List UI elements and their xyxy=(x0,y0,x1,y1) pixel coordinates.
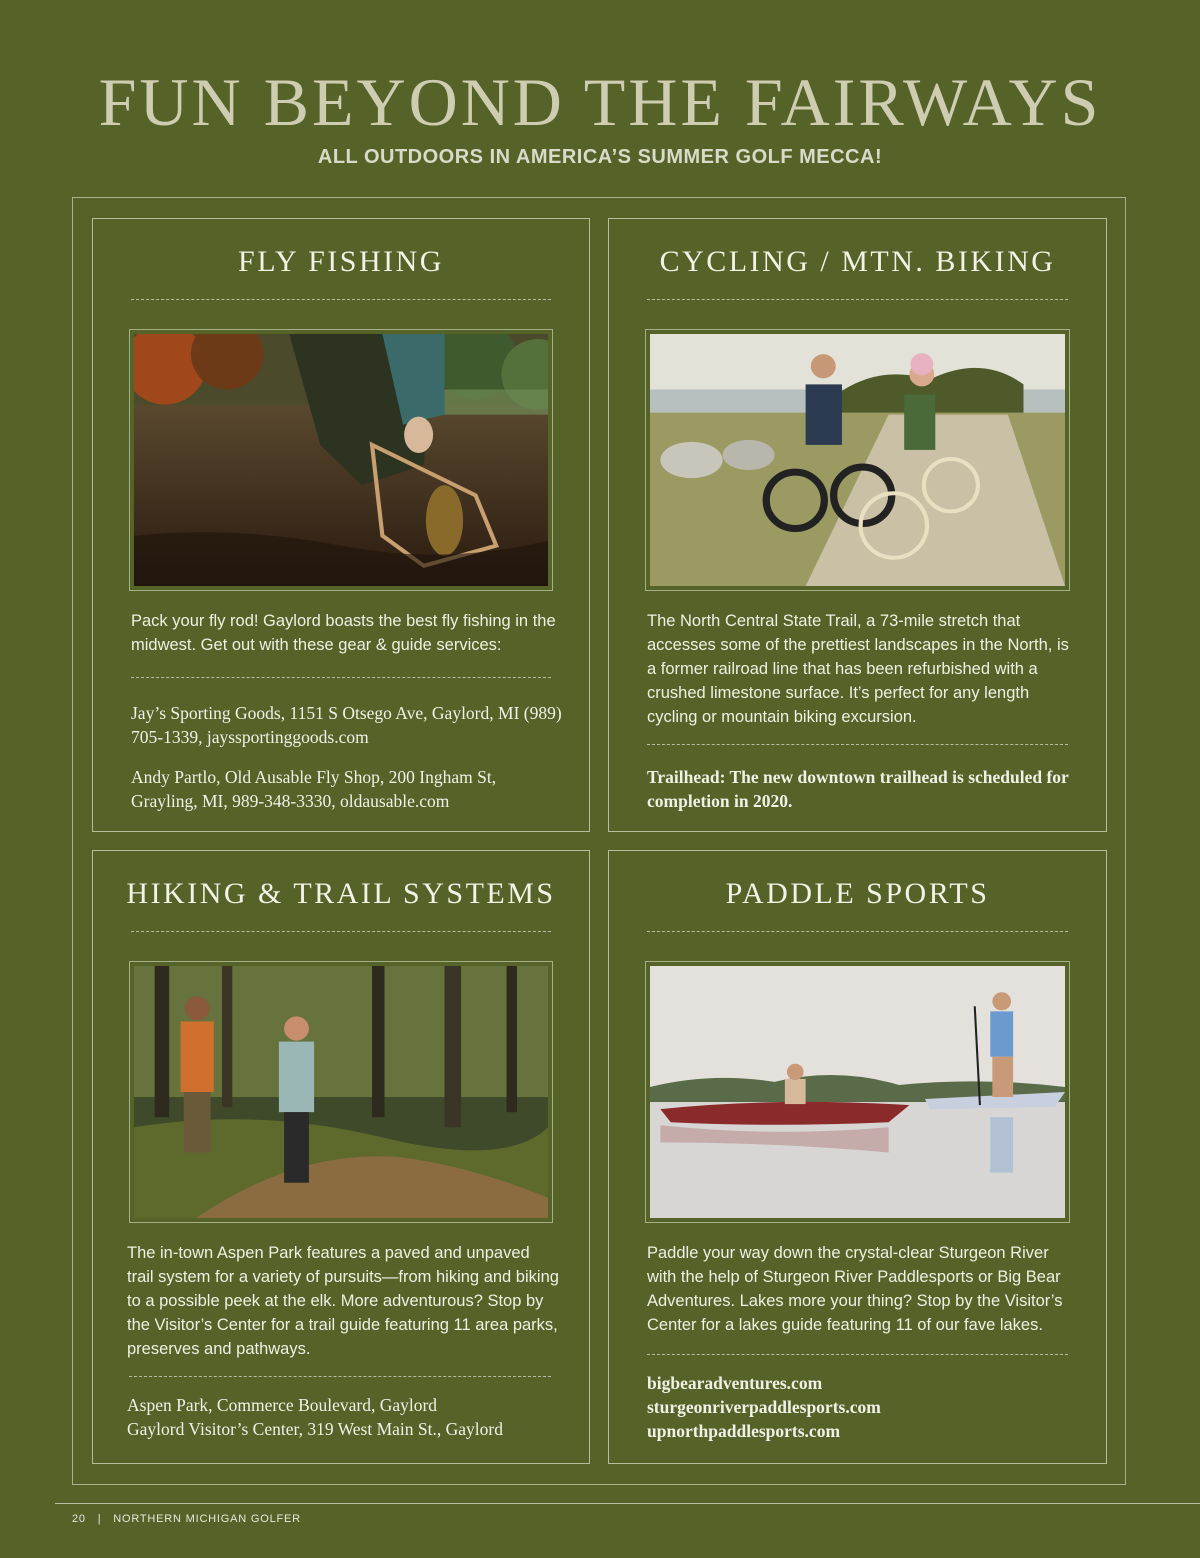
divider xyxy=(647,1354,1068,1355)
detail-jays-sporting-goods: Jay’s Sporting Goods, 1151 S Otsego Ave, Gaylord, MI (989) 705-1339, jayssportinggoods.com xyxy=(131,703,562,747)
page-subtitle: ALL OUTDOORS IN AMERICA’S SUMMER GOLF MECCA! xyxy=(317,146,883,168)
detail-visitors-center: Gaylord Visitor’s Center, 319 West Main St., Gaylord xyxy=(127,1419,503,1439)
hiking-photo xyxy=(129,961,553,1223)
link-upnorthpaddlesports[interactable]: upnorthpaddlesports.com xyxy=(647,1421,841,1441)
publication-name: NORTHERN MICHIGAN GOLFER xyxy=(113,1513,301,1525)
cycling-photo xyxy=(645,329,1070,591)
paddle-sports-photo xyxy=(645,961,1070,1223)
link-bigbearadventures[interactable]: bigbearadventures.com xyxy=(647,1373,823,1393)
section-body: Pack your fly rod! Gaylord boasts the best fly fishing in the midwest. Get out with these gear & guide services: xyxy=(131,612,556,654)
divider xyxy=(131,931,551,932)
footer-rule xyxy=(55,1503,1200,1504)
divider xyxy=(647,299,1068,300)
card-cycling xyxy=(608,218,1107,832)
page-title: FUN BEYOND THE FAIRWAYS xyxy=(98,64,1102,140)
fly-fishing-photo xyxy=(129,329,553,591)
divider xyxy=(647,931,1068,932)
card-paddle-sports xyxy=(608,850,1107,1464)
detail-old-ausable: Andy Partlo, Old Ausable Fly Shop, 200 Ingham St, Grayling, MI, 989-348-3330, oldausable.com xyxy=(131,767,497,811)
card-hiking xyxy=(92,850,590,1464)
divider xyxy=(129,1376,551,1377)
card-fly-fishing xyxy=(92,218,590,832)
card-title: CYCLING / MTN. BIKING xyxy=(659,245,1056,278)
footer-separator: | xyxy=(97,1513,102,1525)
divider xyxy=(647,744,1068,745)
section-details xyxy=(647,765,1082,813)
section-body: The in-town Aspen Park features a paved and unpaved trail system for a variety of pursuits—from hiking and biking to a possible peek at the elk. More adventurous? Stop by the Visitor’s Center for a trail guide featuring 11 area parks, preserves and pathways. xyxy=(127,1244,559,1358)
detail-trailhead: Trailhead: The new downtown trailhead is scheduled for completion in 2020. xyxy=(647,767,1069,811)
section-details xyxy=(127,1393,565,1441)
section-body: Paddle your way down the crystal-clear Sturgeon River with the help of Sturgeon River Paddlesports or Big Bear Adventures. Lakes more your thing? Stop by the Visitor’s Center for a lakes guide featuring 11 of our fave lakes. xyxy=(647,1244,1063,1334)
link-sturgeonriverpaddlesports[interactable]: sturgeonriverpaddlesports.com xyxy=(647,1397,881,1417)
divider xyxy=(131,677,551,678)
divider xyxy=(131,299,551,300)
card-title: FLY FISHING xyxy=(238,245,444,278)
card-title: HIKING & TRAIL SYSTEMS xyxy=(126,877,556,910)
detail-aspen-park: Aspen Park, Commerce Boulevard, Gaylord xyxy=(127,1395,438,1415)
page-footer xyxy=(72,1513,301,1525)
card-title: PADDLE SPORTS xyxy=(725,877,990,910)
section-body: The North Central State Trail, a 73-mile stretch that accesses some of the prettiest landscapes in the North, is a former railroad line that has been refurbished with a crushed limestone surface. It’s perfect for any length cycling or mountain biking excursion. xyxy=(647,612,1069,726)
page-number: 20 xyxy=(72,1513,86,1525)
section-details xyxy=(131,701,565,813)
section-details xyxy=(647,1371,1082,1443)
